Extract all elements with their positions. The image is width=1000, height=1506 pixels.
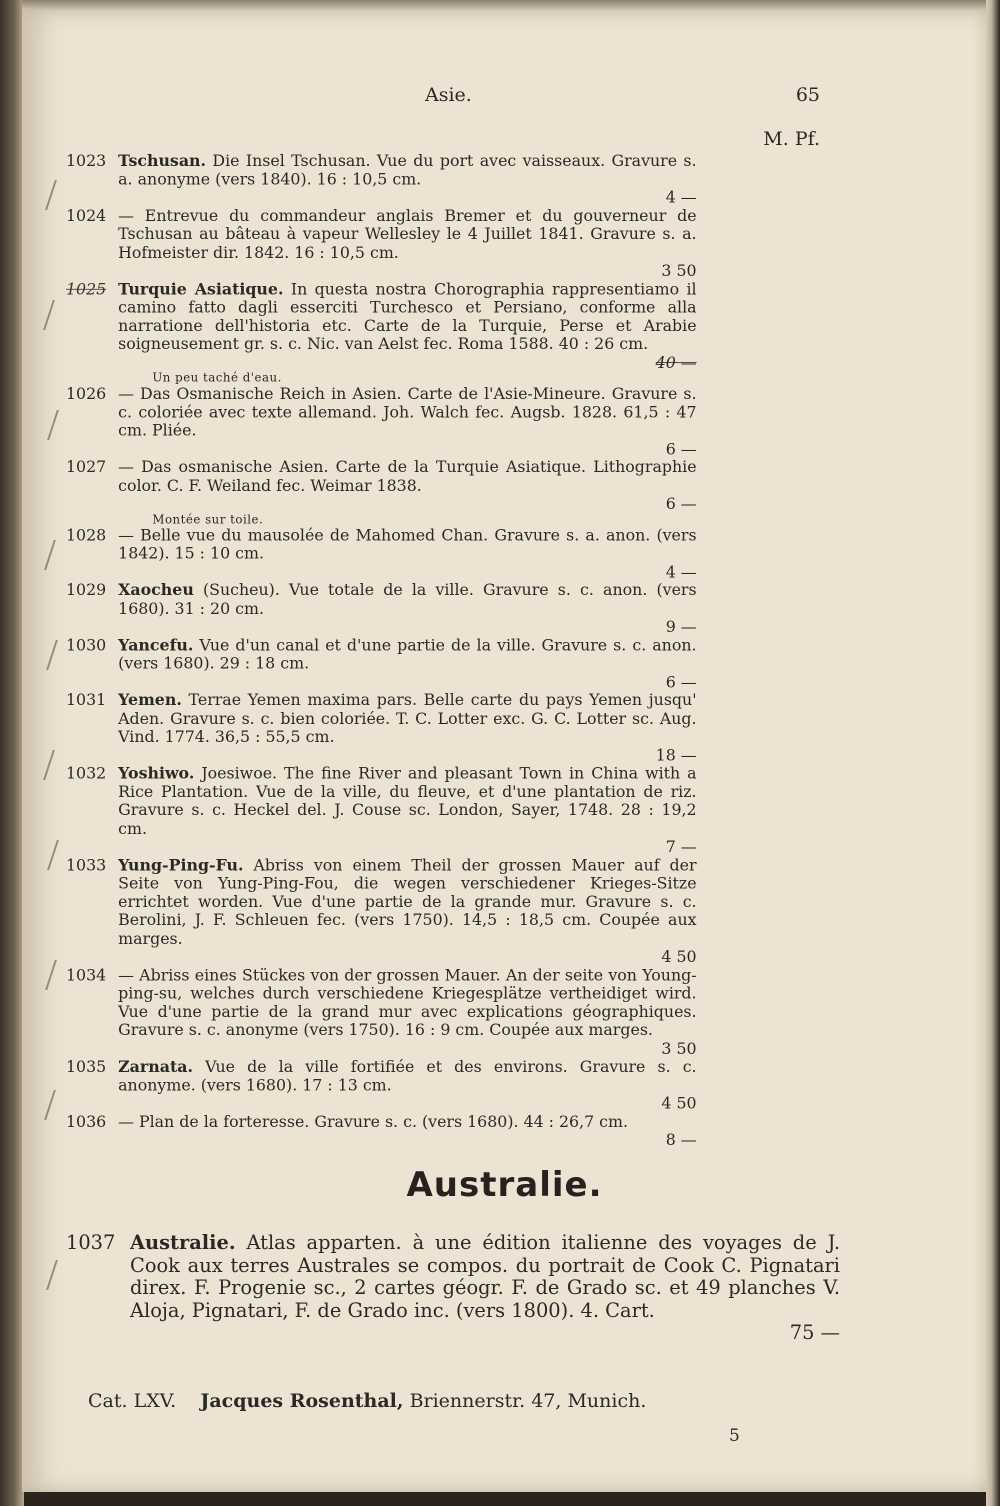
catalog-entry [66,207,697,280]
entry-number: 1028 [66,525,107,545]
entry-price: 75 — [789,1321,840,1344]
entry-price: 4 — [665,187,697,207]
entry-note: Montée sur toile. [152,513,264,527]
catalog-entry [66,1232,840,1345]
pencil-mark [44,1090,66,1120]
entry-price-line [118,948,696,966]
catalog-entry [66,581,697,636]
pencil-mark [45,960,67,990]
entry-body [118,966,696,1039]
page-right-edge [986,0,1000,1506]
entry-text: (Sucheu). Vue totale de la ville. Gravure s. c. anon. (vers 1680). 31 : 20 cm. [118,580,697,618]
catalog-entry [66,1058,697,1113]
entry-price-line [118,189,696,207]
catalog-entry [66,966,697,1058]
entry-body [118,765,696,838]
entry-body [118,207,696,262]
entry-name: Yancefu. [118,635,194,655]
entry-body [118,856,696,948]
running-title: Asie. [425,84,472,106]
entry-price: 6 — [665,672,697,691]
entry-text: — Das osmanische Asien. Carte de la Turquie Asiatique. Lithographie color. C. F. Weiland fec. Weimar 1838. [118,457,697,495]
entry-text: — Abriss eines Stückes von der grossen Mauer. An der seite von Young-ping-su, welches durch verschiedene Kriegesplätze vertheidiget wird. Vue d'une partie de la grand mur avec explications géographiques. Gravure s. c. anonyme (vers 1750). 16 : 9 cm. Coupée aux marges. [118,965,697,1040]
entry-name: Yoshiwo. [118,763,195,783]
page-top-edge [22,0,988,10]
entry-name: Yung-Ping-Fu. [118,855,244,875]
entry-number: 1030 [66,635,107,655]
entry-price: 8 — [665,1130,697,1150]
entry-number: 1025 [66,279,107,299]
entry-text: In questa nostra Chorographia rappresentiamo il camino fatto dagli esserciti Turchesco et Persiano, conforme alla narratione dell'historia etc. Carte de la Turquie, Perse et Arabie soigneusement gr. s. c. Nic. van Aelst fec. Roma 1588. 40 : 26 cm. [118,279,697,354]
catalog-entries-australie [66,1232,840,1345]
entry-price: 6 — [665,439,697,458]
entry-text: — Belle vue du mausolée de Mahomed Chan. Gravure s. a. anon. (vers 1842). 15 : 10 cm. [118,525,697,563]
catalog-entries [66,152,697,1150]
page-number: 65 [795,84,820,106]
entry-number: 1034 [66,965,107,985]
sheet-number: 5 [729,1426,740,1446]
pencil-mark [45,180,67,210]
entry-text: Terrae Yemen maxima pars. Belle carte du pays Yemen jusqu' Aden. Gravure s. c. bien coloriée. T. C. Lotter exc. G. C. Lotter sc. Aug. Vind. 1774. 36,5 : 55,5 cm. [118,690,697,746]
entry-price-line [118,1040,696,1058]
catalog-entry [66,856,697,966]
entry-price: 4 — [665,562,697,581]
catalog-entry [66,765,697,857]
catalog-entry [66,280,697,385]
entry-price: 6 — [665,494,697,513]
currency-header: M. Pf. [763,128,820,150]
pencil-mark [44,540,66,570]
entry-number: 1033 [66,855,107,875]
entry-price: 7 — [665,837,697,856]
entry-body [118,152,696,189]
entry-body [118,1058,696,1095]
entry-price: 18 — [655,745,697,765]
entry-price: 3 50 [661,261,697,280]
pencil-mark [43,300,65,330]
entry-body [118,1113,696,1131]
entry-number: 1024 [66,206,107,225]
entry-price-line [118,440,696,458]
entry-text: Atlas apparten. à une édition italienne des voyages de J. Cook aux terres Australes se compos. du portrait de Cook C. Pignatari direx. F. Progenie sc., 2 cartes géogr. F. de Grado sc. et 49 planches V. Aloja, Pignatari, F. de Grado inc. (vers 1800). 4. Cart. [130,1231,841,1322]
catalog-page [22,10,987,1492]
catalog-entry [66,1113,697,1150]
entry-price-line [118,262,696,280]
entry-body [118,458,696,495]
catalog-entry [66,691,697,764]
footer-address: Briennerstr. 47, Munich. [409,1390,647,1412]
entry-number: 1029 [66,580,107,600]
entry-name: Yemen. [118,690,182,710]
entry-price-line [118,563,696,581]
catalog-entry [66,636,697,691]
entry-number: 1032 [66,763,107,783]
entry-number: 1023 [66,151,107,170]
entry-name: Tschusan. [118,151,207,170]
book-gutter [0,0,24,1506]
pencil-mark [46,1260,68,1290]
catalog-entry [66,385,697,458]
entry-body [118,280,696,353]
entry-body [118,691,696,746]
entry-text: Die Insel Tschusan. Vue du port avec vaisseaux. Gravure s. a. anonyme (vers 1840). 16 : 10,5 cm. [118,151,697,189]
entry-price-line [118,354,696,372]
pencil-mark [46,640,68,670]
entry-name: Xaocheu [118,580,194,600]
entry-text: Vue d'un canal et d'une partie de la ville. Gravure s. c. anon. (vers 1680). 29 : 18 cm. [118,635,697,673]
entry-number: 1036 [66,1112,107,1131]
entry-price-line [118,746,696,764]
entry-price-line [130,1322,840,1345]
entry-price-line [118,495,696,513]
entry-body [118,526,696,563]
entry-price: 4 50 [661,1093,697,1113]
entry-price: 4 50 [661,947,697,966]
entry-text: — Entrevue du commandeur anglais Bremer et du gouverneur de Tschusan au bâteau à vapeur Wellesley le 4 Juillet 1841. Gravure s. a. Hofmeister dir. 1842. 16 : 10,5 cm. [118,206,697,262]
entry-number: 1026 [66,384,107,403]
entry-price-line [118,1095,696,1113]
entry-price-line [118,673,696,691]
entry-price-line [118,838,696,856]
entry-number: 1035 [66,1057,107,1076]
entry-price: 40 — [655,352,697,372]
catalog-entry [66,526,697,581]
entry-number: 1037 [66,1231,116,1254]
entry-body [118,385,696,440]
entry-price-line [118,618,696,636]
catalog-entry [66,458,697,526]
catalog-entry [66,152,697,207]
entry-number: 1027 [66,457,107,477]
entry-price-line [118,1131,696,1149]
running-header [22,84,987,112]
entry-name: Turquie Asiatique. [118,279,284,299]
entry-body [118,581,696,618]
entry-name: Zarnata. [118,1057,193,1076]
footer-dealer: Jacques Rosenthal, [200,1390,404,1412]
entry-text: Vue de la ville fortifiée et des environs. Gravure s. c. anonyme. (vers 1680). 17 : 13 cm. [118,1057,697,1095]
entry-price: 9 — [665,617,697,636]
entry-number: 1031 [66,690,107,710]
section-title-text: Australie. [406,1165,603,1205]
footer-catalog: Cat. LXV. [88,1390,177,1412]
footer [88,1390,848,1412]
entry-body [118,636,696,673]
entry-text: Abriss von einem Theil der grossen Mauer auf der Seite von Yung-Ping-Fou, die wegen verschiedener Krieges-Sitze errichtet worden. Vue d'une partie de la grande mur. Gravure s. c. Berolini, J. F. Schleuen fec. (vers 1750). 14,5 : 18,5 cm. Coupée aux marges. [118,855,697,948]
entry-note: Un peu taché d'eau. [152,371,282,386]
pencil-mark [43,750,65,780]
entry-text: — Das Osmanische Reich in Asien. Carte de l'Asie-Mineure. Gravure s. c. coloriée avec texte allemand. Joh. Walch fec. Augsb. 1828. 61,5 : 47 cm. Pliée. [118,384,697,440]
section-title [22,1165,987,1205]
entry-text: Joesiwoe. The fine River and pleasant Town in China with a Rice Plantation. Vue de la ville, du fleuve, et d'une plantation de riz. Gravure s. c. Heckel del. J. Couse sc. London, Sayer, 1748. 28 : 19,2 cm. [118,763,697,838]
entry-price: 3 50 [661,1038,697,1058]
entry-text: — Plan de la forteresse. Gravure s. c. (vers 1680). 44 : 26,7 cm. [118,1112,629,1131]
entry-body [130,1232,840,1322]
entry-name: Australie. [130,1231,236,1254]
